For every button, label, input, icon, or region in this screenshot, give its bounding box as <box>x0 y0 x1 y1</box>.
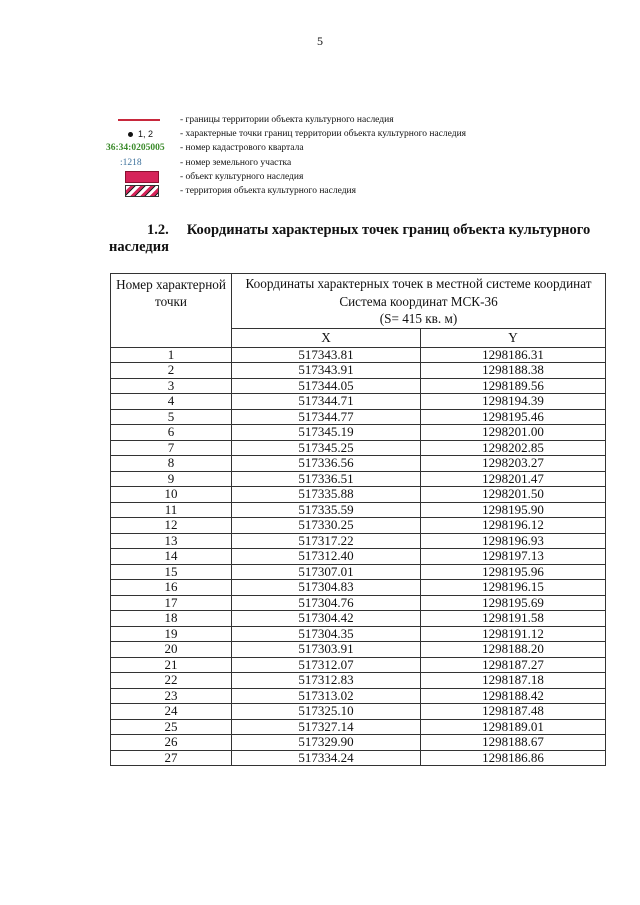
section-title-text: Координаты характерных точек границ объекта культурного наследия <box>109 222 591 255</box>
header-line-3: (S= 415 кв. м) <box>379 311 458 326</box>
point-number-cell: 26 <box>111 735 232 751</box>
header-line-2: Система координат МСК-36 <box>339 293 498 309</box>
point-number-cell: 12 <box>111 518 232 534</box>
red-boundary-line-icon <box>118 119 160 121</box>
y-coordinate-cell: 1298202.85 <box>421 440 606 456</box>
point-number-cell: 16 <box>111 580 232 596</box>
legend-item-land <box>108 156 608 170</box>
header-x: X <box>232 328 421 347</box>
x-coordinate-cell: 517312.83 <box>232 673 421 689</box>
point-number-cell: 23 <box>111 688 232 704</box>
table-row <box>111 688 606 704</box>
table-row <box>111 409 606 425</box>
y-coordinate-cell: 1298201.00 <box>421 425 606 441</box>
legend-label: - границы территории объекта культурного наследия <box>180 115 394 126</box>
x-coordinate-cell: 517344.05 <box>232 378 421 394</box>
coordinates-table-body <box>111 347 606 766</box>
table-row <box>111 673 606 689</box>
table-row <box>111 363 606 379</box>
point-number-cell: 14 <box>111 549 232 565</box>
y-coordinate-cell: 1298187.18 <box>421 673 606 689</box>
point-number-cell: 13 <box>111 533 232 549</box>
x-coordinate-cell: 517336.51 <box>232 471 421 487</box>
table-row <box>111 549 606 565</box>
table-row <box>111 440 606 456</box>
x-coordinate-cell: 517304.42 <box>232 611 421 627</box>
legend-label: - территория объекта культурного наследия <box>180 186 356 197</box>
table-row <box>111 626 606 642</box>
legend-label: - объект культурного наследия <box>180 171 304 182</box>
y-coordinate-cell: 1298191.58 <box>421 611 606 627</box>
x-coordinate-cell: 517336.56 <box>232 456 421 472</box>
table-row <box>111 719 606 735</box>
header-point-number: Номер характерной точки <box>111 274 232 348</box>
table-row <box>111 425 606 441</box>
x-coordinate-cell: 517343.91 <box>232 363 421 379</box>
point-number-cell: 15 <box>111 564 232 580</box>
cadastral-number-sample: 36:34:0205005 <box>106 143 165 154</box>
point-number-cell: 10 <box>111 487 232 503</box>
point-number-cell: 22 <box>111 673 232 689</box>
table-row <box>111 502 606 518</box>
y-coordinate-cell: 1298195.46 <box>421 409 606 425</box>
legend-item-boundary <box>108 113 608 127</box>
table-row <box>111 595 606 611</box>
y-coordinate-cell: 1298188.20 <box>421 642 606 658</box>
y-coordinate-cell: 1298187.27 <box>421 657 606 673</box>
point-number-cell: 27 <box>111 750 232 766</box>
x-coordinate-cell: 517344.77 <box>232 409 421 425</box>
y-coordinate-cell: 1298187.48 <box>421 704 606 720</box>
table-row <box>111 611 606 627</box>
y-coordinate-cell: 1298186.31 <box>421 347 606 363</box>
table-row <box>111 735 606 751</box>
x-coordinate-cell: 517334.24 <box>232 750 421 766</box>
coordinates-table <box>110 273 606 766</box>
point-number-cell: 9 <box>111 471 232 487</box>
point-number-cell: 25 <box>111 719 232 735</box>
x-coordinate-cell: 517344.71 <box>232 394 421 410</box>
x-coordinate-cell: 517317.22 <box>232 533 421 549</box>
y-coordinate-cell: 1298203.27 <box>421 456 606 472</box>
table-row <box>111 394 606 410</box>
page-number: 5 <box>317 34 323 48</box>
y-coordinate-cell: 1298186.86 <box>421 750 606 766</box>
y-coordinate-cell: 1298195.69 <box>421 595 606 611</box>
y-coordinate-cell: 1298201.47 <box>421 471 606 487</box>
point-number-cell: 6 <box>111 425 232 441</box>
y-coordinate-cell: 1298188.42 <box>421 688 606 704</box>
header-coordinates <box>232 274 606 329</box>
point-number-cell: 20 <box>111 642 232 658</box>
legend-label: - номер земельного участка <box>180 157 292 168</box>
table-row <box>111 518 606 534</box>
heritage-object-swatch-icon <box>125 171 159 183</box>
point-number-cell: 19 <box>111 626 232 642</box>
point-number-cell: 11 <box>111 502 232 518</box>
header-y: Y <box>421 328 606 347</box>
x-coordinate-cell: 517327.14 <box>232 719 421 735</box>
point-number-cell: 3 <box>111 378 232 394</box>
y-coordinate-cell: 1298191.12 <box>421 626 606 642</box>
x-coordinate-cell: 517329.90 <box>232 735 421 751</box>
y-coordinate-cell: 1298188.67 <box>421 735 606 751</box>
legend-item-points <box>108 127 608 141</box>
legend-label: - номер кадастрового квартала <box>180 143 304 154</box>
x-coordinate-cell: 517303.91 <box>232 642 421 658</box>
x-coordinate-cell: 517335.59 <box>232 502 421 518</box>
y-coordinate-cell: 1298189.01 <box>421 719 606 735</box>
x-coordinate-cell: 517345.25 <box>232 440 421 456</box>
y-coordinate-cell: 1298189.56 <box>421 378 606 394</box>
table-row <box>111 657 606 673</box>
y-coordinate-cell: 1298196.93 <box>421 533 606 549</box>
table-row <box>111 347 606 363</box>
y-coordinate-cell: 1298196.12 <box>421 518 606 534</box>
x-coordinate-cell: 517330.25 <box>232 518 421 534</box>
x-coordinate-cell: 517343.81 <box>232 347 421 363</box>
legend-item-territory <box>108 184 608 198</box>
legend-label: - характерные точки границ территории объекта культурного наследия <box>180 129 467 140</box>
map-legend <box>108 113 608 198</box>
land-number-sample: :1218 <box>120 157 142 168</box>
point-number-cell: 7 <box>111 440 232 456</box>
y-coordinate-cell: 1298196.15 <box>421 580 606 596</box>
x-coordinate-cell: 517304.83 <box>232 580 421 596</box>
table-row <box>111 533 606 549</box>
table-row <box>111 750 606 766</box>
x-coordinate-cell: 517313.02 <box>232 688 421 704</box>
heritage-territory-hatch-icon <box>125 185 159 197</box>
table-row <box>111 487 606 503</box>
x-coordinate-cell: 517312.07 <box>232 657 421 673</box>
point-number-cell: 24 <box>111 704 232 720</box>
table-row <box>111 642 606 658</box>
table-row <box>111 564 606 580</box>
legend-item-cadastral <box>108 141 608 155</box>
point-number-cell: 2 <box>111 363 232 379</box>
table-row <box>111 704 606 720</box>
point-number-cell: 18 <box>111 611 232 627</box>
y-coordinate-cell: 1298197.13 <box>421 549 606 565</box>
point-number-cell: 5 <box>111 409 232 425</box>
x-coordinate-cell: 517307.01 <box>232 564 421 580</box>
x-coordinate-cell: 517304.35 <box>232 626 421 642</box>
point-number-cell: 1 <box>111 347 232 363</box>
section-number: 1.2. <box>147 222 169 238</box>
point-number-cell: 4 <box>111 394 232 410</box>
y-coordinate-cell: 1298194.39 <box>421 394 606 410</box>
point-marker-label: 1, 2 <box>138 129 154 140</box>
x-coordinate-cell: 517345.19 <box>232 425 421 441</box>
x-coordinate-cell: 517312.40 <box>232 549 421 565</box>
y-coordinate-cell: 1298195.90 <box>421 502 606 518</box>
section-heading <box>109 222 614 256</box>
table-row <box>111 471 606 487</box>
y-coordinate-cell: 1298201.50 <box>421 487 606 503</box>
table-row <box>111 456 606 472</box>
x-coordinate-cell: 517325.10 <box>232 704 421 720</box>
header-line-1: Координаты характерных точек в местной системе координат <box>245 276 592 291</box>
x-coordinate-cell: 517335.88 <box>232 487 421 503</box>
table-row <box>111 580 606 596</box>
y-coordinate-cell: 1298195.96 <box>421 564 606 580</box>
table-row <box>111 378 606 394</box>
point-marker-icon <box>128 129 153 139</box>
x-coordinate-cell: 517304.76 <box>232 595 421 611</box>
legend-item-object <box>108 170 608 184</box>
y-coordinate-cell: 1298188.38 <box>421 363 606 379</box>
point-number-cell: 17 <box>111 595 232 611</box>
point-number-cell: 21 <box>111 657 232 673</box>
point-number-cell: 8 <box>111 456 232 472</box>
